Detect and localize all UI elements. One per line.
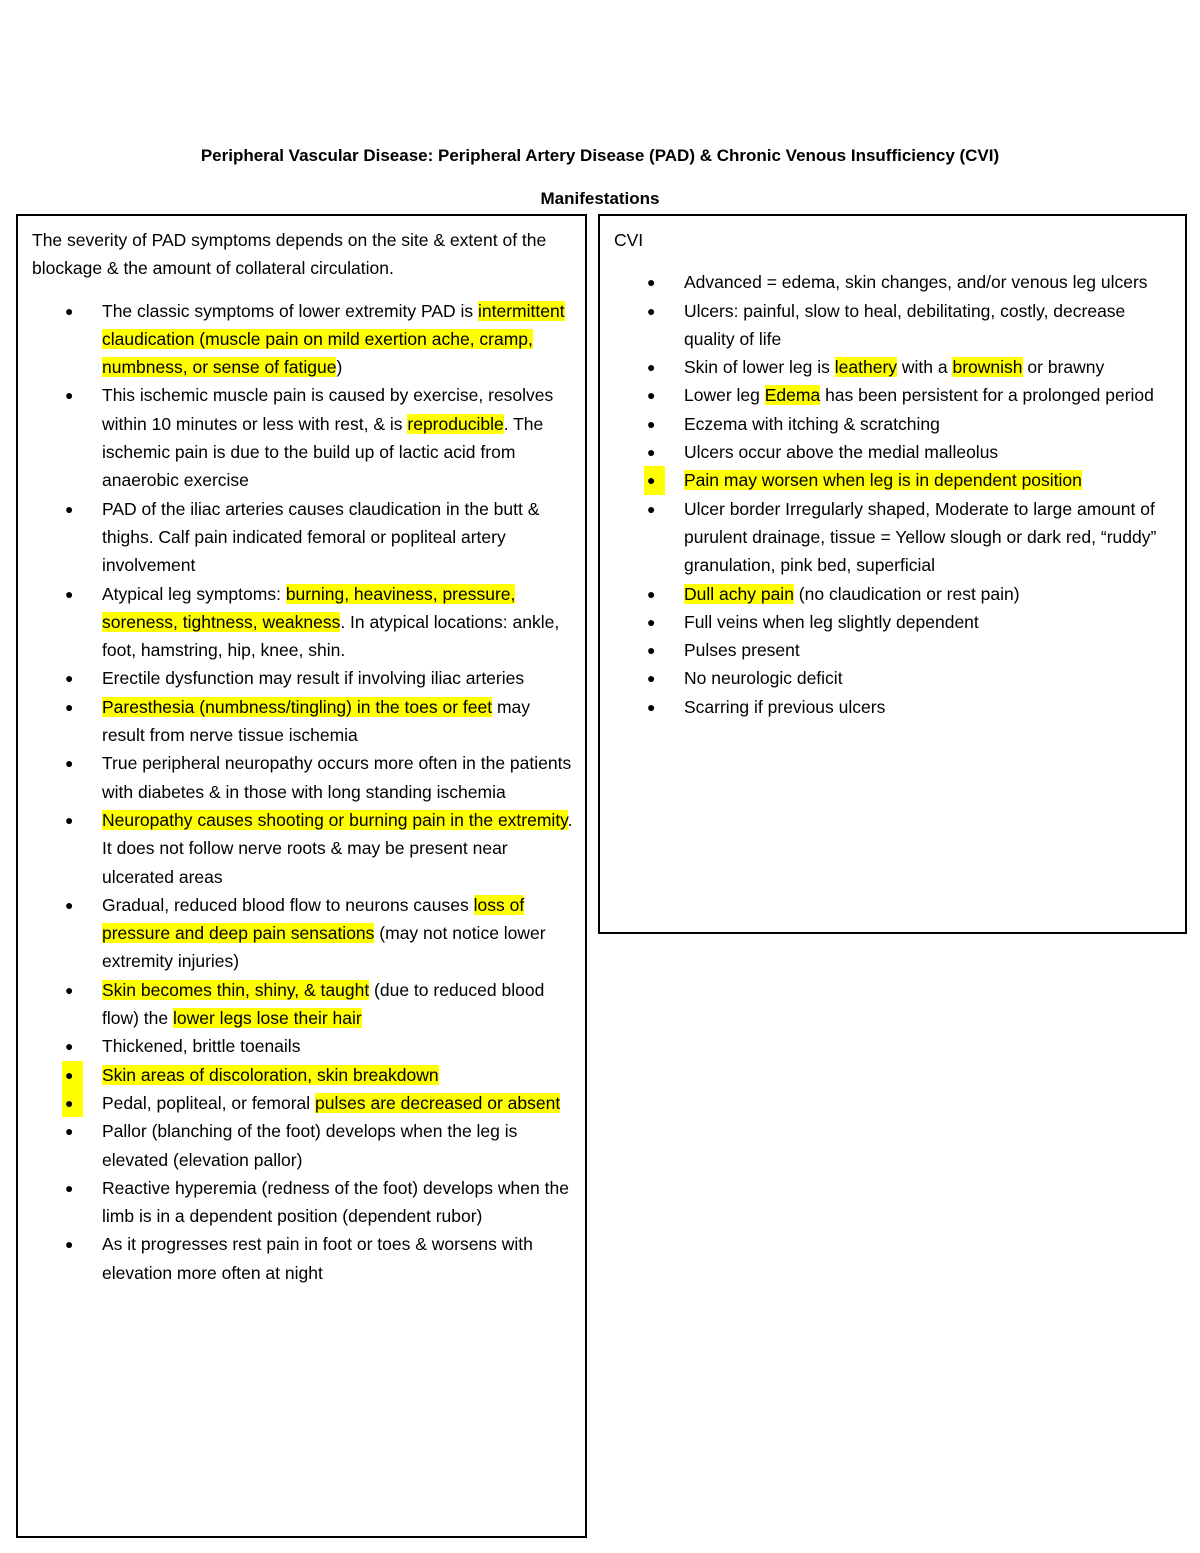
bullet-icon: ● — [647, 387, 656, 404]
bullet-icon: ● — [65, 1123, 74, 1140]
list-item — [614, 608, 1173, 636]
highlighted-text: Skin areas of discoloration, skin breakdown — [102, 1064, 439, 1085]
bullet-icon: ● — [62, 1061, 83, 1089]
list-item — [32, 806, 573, 891]
list-item — [32, 1089, 573, 1117]
bullet-icon: ● — [65, 755, 74, 772]
list-item — [614, 297, 1173, 354]
bullet-icon: ● — [644, 466, 665, 494]
highlighted-text: Skin becomes thin, shiny, & taught — [102, 979, 370, 1000]
item-text: Skin of lower leg is — [684, 357, 835, 378]
list-item — [614, 410, 1173, 438]
list-item — [32, 664, 573, 692]
item-text: Thickened, brittle toenails — [102, 1036, 301, 1057]
bullet-icon: ● — [65, 981, 74, 998]
highlighted-text: Pain may worsen when leg is in dependent position — [684, 470, 1082, 491]
highlighted-text: Paresthesia (numbness/tingling) in the toes or feet — [102, 696, 493, 717]
item-text: has been persistent for a prolonged period — [820, 385, 1154, 406]
item-text: Pulses present — [684, 640, 800, 661]
item-text: . It does not follow nerve roots & may be present near ulcerated areas — [102, 809, 573, 887]
item-text: (no claudication or rest pain) — [793, 583, 1020, 604]
list-item — [614, 438, 1173, 466]
item-text: (due to reduced blood flow) the — [102, 979, 545, 1029]
item-text: or brawny — [1022, 357, 1105, 378]
highlighted-text: Dull achy pain — [684, 583, 794, 604]
bullet-icon: ● — [65, 585, 74, 602]
cvi-list — [614, 268, 1173, 721]
list-item — [614, 495, 1173, 580]
item-text: Erectile dysfunction may result if involving iliac arteries — [102, 668, 525, 689]
document-title: Peripheral Vascular Disease: Peripheral Artery Disease (PAD) & Chronic Venous Insufficiency (CVI) — [200, 146, 1000, 165]
bullet-icon: ● — [647, 642, 656, 659]
list-item — [32, 976, 573, 1033]
item-text: Advanced = edema, skin changes, and/or venous leg ulcers — [684, 272, 1148, 293]
list-item — [32, 495, 573, 580]
list-item — [32, 749, 573, 806]
highlighted-text: Edema — [764, 385, 821, 406]
list-item — [614, 353, 1173, 381]
item-text: True peripheral neuropathy occurs more often in the patients with diabetes & in those with long standing ischemia — [102, 753, 572, 802]
item-text: Scarring if previous ulcers — [684, 696, 886, 717]
bullet-icon: ● — [65, 698, 74, 715]
pad-intro: The severity of PAD symptoms depends on the site & extent of the blockage & the amount of collateral circulation. — [32, 230, 547, 279]
item-text: PAD of the iliac arteries causes claudication in the butt & thighs. Calf pain indicated femoral or popliteal artery involvement — [102, 498, 540, 576]
list-item — [32, 580, 573, 665]
list-item — [32, 1230, 573, 1287]
item-text: Atypical leg symptoms: — [102, 583, 286, 604]
list-item — [32, 297, 573, 382]
highlighted-text: burning, heaviness, pressure, soreness, tightness, weakness — [102, 583, 516, 632]
bullet-icon: ● — [65, 670, 74, 687]
section-heading: Manifestations — [540, 189, 660, 208]
list-item — [32, 1061, 573, 1089]
item-text: This ischemic muscle pain is caused by exercise, resolves within 10 minutes or less with rest, & is — [102, 385, 554, 434]
item-text: ) — [336, 357, 343, 378]
bullet-icon: ● — [65, 896, 74, 913]
list-item — [32, 1174, 573, 1231]
bullet-icon: ● — [65, 500, 74, 517]
list-item — [32, 693, 573, 750]
list-item — [32, 891, 573, 976]
bullet-icon: ● — [65, 387, 74, 404]
highlighted-text: leathery — [834, 357, 898, 378]
list-item — [614, 693, 1173, 721]
bullet-icon: ● — [647, 500, 656, 517]
item-text: may result from nerve tissue ischemia — [102, 696, 531, 746]
item-text: Ulcer border Irregularly shaped, Moderate to large amount of purulent drainage, tissue = Yellow slough or dark red, “ruddy” granulation, pink bed, superficial — [684, 498, 1157, 576]
bullet-icon: ● — [65, 811, 74, 828]
list-item — [614, 268, 1173, 296]
item-text: with a — [897, 357, 953, 378]
item-text: Ulcers occur above the medial malleolus — [684, 442, 999, 463]
highlighted-text: intermittent claudication (muscle pain on mild exertion ache, cramp, numbness, or sense of fatigue — [102, 300, 565, 378]
list-item — [614, 580, 1173, 608]
item-text: Pedal, popliteal, or femoral — [102, 1092, 316, 1113]
bullet-icon: ● — [647, 444, 656, 461]
bullet-icon: ● — [647, 302, 656, 319]
list-item — [32, 1117, 573, 1174]
bullet-icon: ● — [65, 1236, 74, 1253]
list-item — [614, 381, 1173, 409]
highlighted-text: lower legs lose their hair — [173, 1008, 362, 1029]
highlighted-text: pulses are decreased or absent — [315, 1092, 561, 1113]
item-text: No neurologic deficit — [684, 668, 843, 689]
bullet-icon: ● — [647, 274, 656, 291]
item-text: Pallor (blanching of the foot) develops when the leg is elevated (elevation pallor) — [102, 1121, 518, 1170]
highlighted-text: brownish — [952, 357, 1023, 378]
pad-box — [16, 214, 587, 1538]
item-text: The classic symptoms of lower extremity PAD is — [102, 300, 479, 321]
item-text: Reactive hyperemia (redness of the foot) develops when the limb is in a dependent position (dependent rubor) — [102, 1177, 569, 1227]
bullet-icon: ● — [647, 359, 656, 376]
bullet-icon: ● — [647, 698, 656, 715]
bullet-icon: ● — [65, 302, 74, 319]
list-item — [614, 664, 1173, 692]
cvi-box — [598, 214, 1187, 934]
item-text: Lower leg — [684, 385, 765, 406]
list-item — [32, 1032, 573, 1060]
list-item — [614, 636, 1173, 664]
bullet-icon: ● — [647, 670, 656, 687]
item-text: . The ischemic pain is due to the build up of lactic acid from anaerobic exercise — [102, 413, 544, 491]
bullet-icon: ● — [62, 1089, 83, 1117]
bullet-icon: ● — [647, 613, 656, 630]
bullet-icon: ● — [647, 585, 656, 602]
list-item — [32, 381, 573, 494]
bullet-icon: ● — [647, 415, 656, 432]
item-text: (may not notice lower extremity injuries) — [102, 923, 546, 972]
item-text: Gradual, reduced blood flow to neurons causes — [102, 894, 474, 915]
highlighted-text: Neuropathy causes shooting or burning pain in the extremity — [102, 809, 568, 830]
bullet-icon: ● — [65, 1038, 74, 1055]
cvi-label: CVI — [614, 230, 644, 250]
item-text: . In atypical locations: ankle, foot, hamstring, hip, knee, shin. — [102, 611, 560, 661]
item-text: Ulcers: painful, slow to heal, debilitating, costly, decrease quality of life — [684, 300, 1126, 349]
list-item — [614, 466, 1173, 494]
item-text: As it progresses rest pain in foot or toes & worsens with elevation more often at night — [102, 1234, 533, 1283]
highlighted-text: loss of pressure and deep pain sensations — [102, 894, 525, 944]
pad-list — [32, 297, 573, 1287]
bullet-icon: ● — [65, 1179, 74, 1196]
highlighted-text: reproducible — [407, 413, 504, 434]
item-text: Full veins when leg slightly dependent — [684, 611, 979, 632]
item-text: Eczema with itching & scratching — [684, 413, 940, 434]
